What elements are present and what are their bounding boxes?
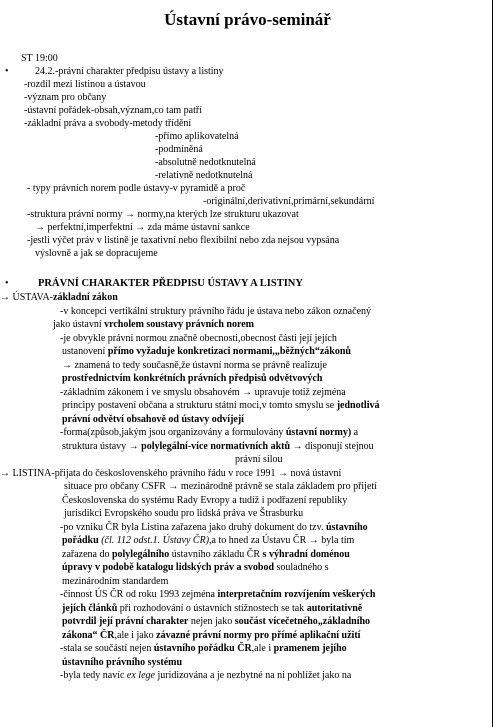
- outline-item: - typy právních norem podle ústavy-v pyramidě a proč: [27, 183, 246, 194]
- ustava-line-12: struktura ústavy → polylegální-více normativních aktů → disponují stejnou: [62, 441, 374, 452]
- outline-subitem: -relativně nedotknutelná: [155, 170, 253, 181]
- outline-item: -význam pro občany: [24, 92, 107, 103]
- listina-line-9: mezinárodním standardem: [62, 576, 169, 587]
- outline-item: -struktura právní normy → normy,na kterých lze strukturu ukazovat: [27, 209, 299, 220]
- listina-line-13: zákona“ ČR,ale i jako závazné právní normy pro přímé aplikační užití: [62, 630, 361, 641]
- listina-line-4: jurisdikci Evropského soudu pro lidská práva ve Štrasburku: [64, 508, 304, 519]
- listina-line-1: → LISTINA-přijata do československého právního řádu v roce 1991 → nová ústavní: [0, 468, 342, 479]
- document-title: Ústavní právo-seminář: [164, 10, 331, 29]
- ustava-line-6: → znamená to tedy současně,že ústavní norma se právně realizuje: [62, 360, 327, 371]
- ustava-line-7: prostřednictvím konkrétních právních předpisů odvětvových: [62, 373, 323, 384]
- meeting-time: ST 19:00: [21, 53, 58, 64]
- ustava-line-1: → ÚSTAVA-základní zákon: [0, 292, 118, 303]
- ustava-line-5: ustanovení přímo vyžaduje konkretizaci normami,„běžných“zákonů: [62, 346, 351, 357]
- ustava-line-9: principy postavení občana a strukturu státní moci,v tomto smyslu se jednotlivá: [62, 400, 380, 411]
- ustava-line-13: právní silou: [235, 454, 283, 465]
- listina-line-12: potvrdil její právní charakter nejen jako součást vícečetného„základního: [62, 616, 371, 627]
- ustava-line-11: -forma(způsob,jakým jsou organizovány a formulovány ústavní normy) a: [60, 427, 359, 438]
- bullet-1: •: [5, 66, 9, 77]
- outline-item-continued: výslovně a jak se dopracujeme: [35, 248, 158, 259]
- outline-item: -základní práva a svobody-metody třídění: [24, 118, 192, 129]
- outline-item: -jestli výčet práv v listině je taxativní nebo flexibilní nebo zda nejsou vypsána: [27, 235, 340, 246]
- listina-line-8: úpravy v podobě katalogu lidských práv a svobod souladného s: [62, 562, 329, 573]
- listina-line-14: -stala se součástí nejen ústavního pořádku ČR,ale i pramenem jejího: [60, 643, 347, 654]
- ustava-line-8: -základním zákonem i ve smyslu obsahovém → upravuje totiž zejména: [60, 387, 346, 398]
- listina-line-11: jejích článků při rozhodování o ústavních stížnostech se tak autoritativně: [62, 603, 363, 614]
- listina-line-7: zařazena do polylegálního ústavního základu ČR s výhradní doménou: [62, 549, 350, 560]
- outline-item: -ústavní pořádek-obsah,význam,co tam patří: [24, 105, 202, 116]
- ustava-line-4: -je obvykle právní normou značně obecnosti,obecnost části její jejích: [60, 333, 337, 344]
- listina-line-2: situace pro občany CSFR → mezinárodně právně se stala základem pro přijetí: [64, 481, 377, 492]
- listina-line-10: -činnost ÚS ČR od roku 1993 zejména interpretačním rozvíjením veškerých: [60, 589, 376, 600]
- outline-subitem: -originální,derivativní,primární,sekundární: [203, 196, 375, 207]
- page-edge-line: [492, 0, 493, 727]
- outline-date-topic: 24.2.-právní charakter předpisu ústavy a listiny: [35, 66, 224, 77]
- listina-line-3: Československa do systému Rady Evropy a tudíž i podřazení republiky: [62, 495, 348, 506]
- listina-line-16: -byla tedy navíc ex lege juridizována a je nezbytné na ni pohlížet jako na: [60, 670, 352, 681]
- ustava-line-10: právní odvětví obsahově od ústavy odvíjejí: [62, 414, 244, 425]
- outline-subitem: -podmíněná: [155, 144, 203, 155]
- ustava-line-3: jako ústavní vrcholem soustavy právních norem: [53, 319, 255, 330]
- listina-line-5: -po vzniku ČR byla Listina zařazena jako druhý dokument do tzv. ústavního: [60, 522, 368, 533]
- listina-line-6: pořádku (čl. 112 odst.1. Ústavy ČR),a to hned za Ústavu ČR → byla tím: [62, 535, 355, 546]
- section-heading: PRÁVNÍ CHARAKTER PŘEDPISU ÚSTAVY A LISTINY: [38, 278, 303, 289]
- outline-subitem: → perfektní,imperfektní → zda máme ústavní sankce: [35, 222, 250, 233]
- outline-subitem: -přímo aplikovatelná: [155, 131, 239, 142]
- outline-item: -rozdíl mezi listinou a ústavou: [24, 79, 146, 90]
- outline-subitem: -absolutně nedotknutelná: [155, 157, 256, 168]
- listina-line-15: ústavního právního systému: [62, 657, 183, 668]
- ustava-line-2: -v koncepci vertikální struktury právního řádu je ústava nebo zákon označený: [60, 306, 372, 317]
- bullet-2: •: [5, 278, 9, 289]
